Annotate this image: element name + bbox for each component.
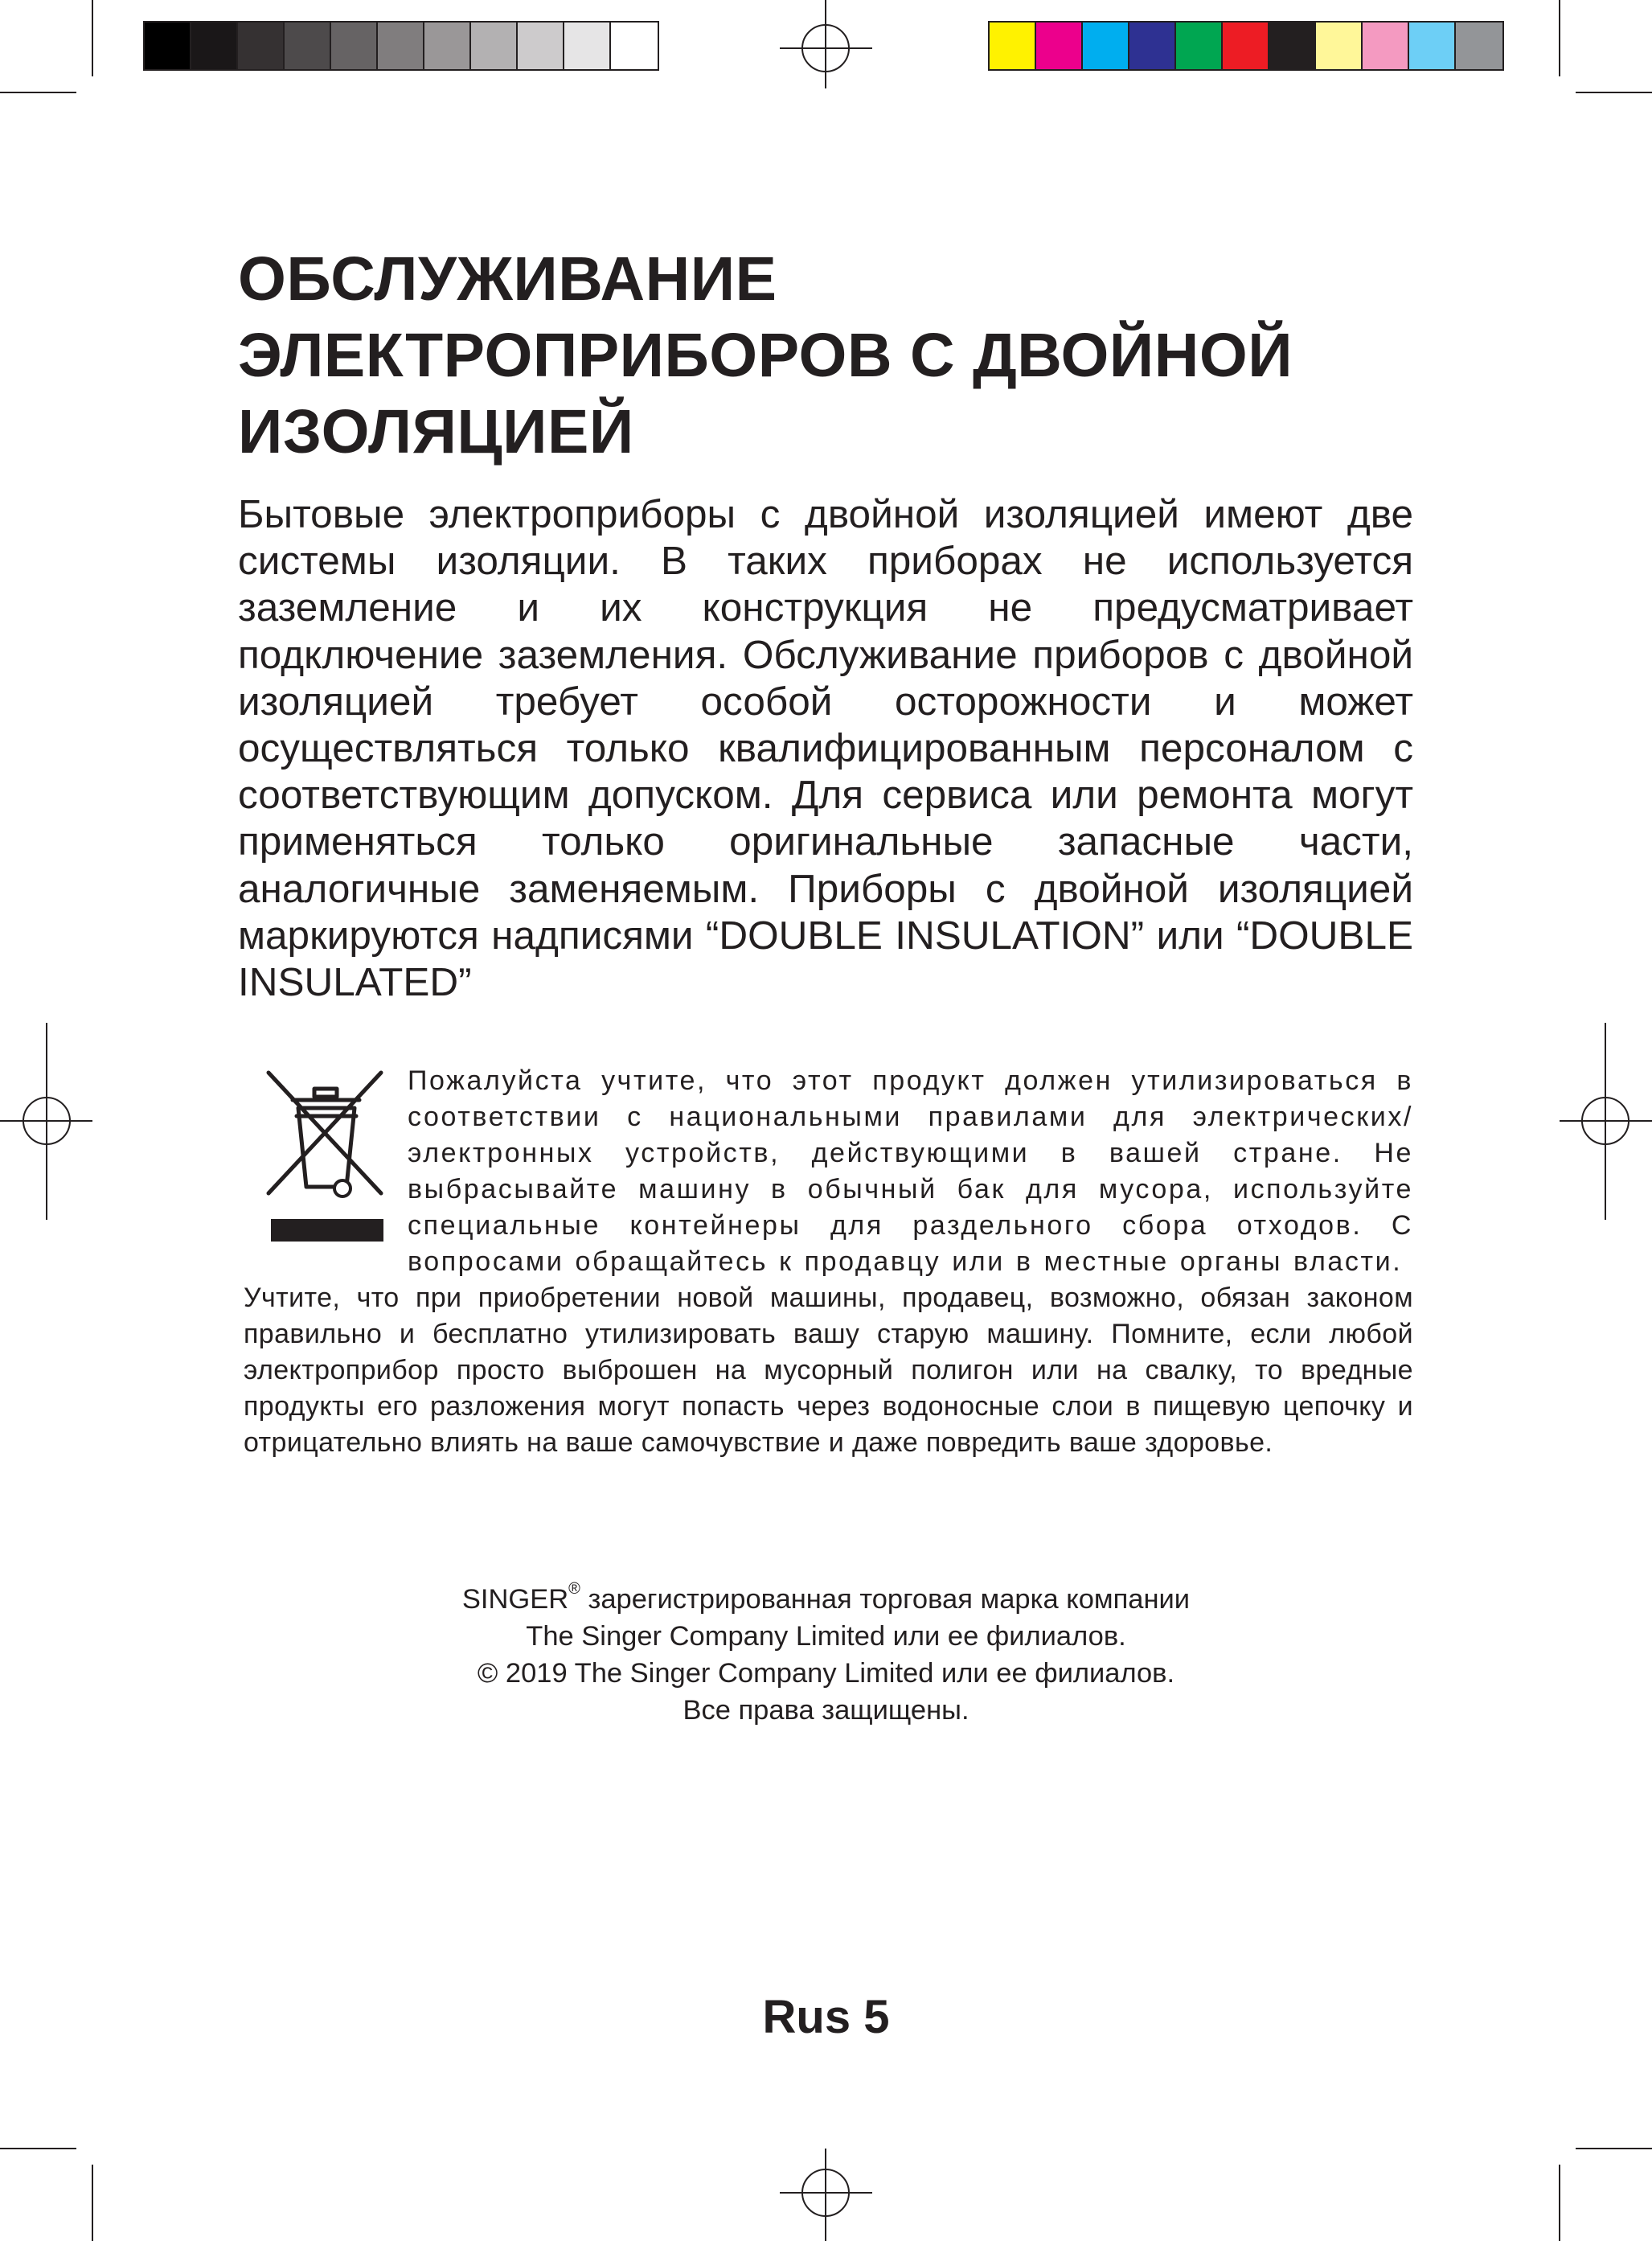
color-swatch bbox=[1269, 23, 1316, 69]
color-swatch bbox=[1176, 23, 1223, 69]
color-swatch bbox=[1363, 23, 1409, 69]
section-title bbox=[238, 241, 1428, 470]
footer-line-2: The Singer Company Limited или ее филиалов. bbox=[526, 1621, 1126, 1652]
page-number: Rus 5 bbox=[762, 1991, 890, 2043]
registered-mark: ® bbox=[568, 1580, 580, 1598]
disposal-paragraph-2: Учтите, что при приобретении новой машины, продавец, возможно, обязан законом правильно и бесплатно утилизировать вашу старую машину. Помните, если любой электроприбор просто выброшен на мусорный полигон или на свалку, то вредные продукты его разложения могут попасть через водоносные слои в пищевую цепочку и отрицательно влиять на ваше самочувствие и даже повредить ваше здоровье. bbox=[244, 1283, 1413, 1458]
title-line: ОБСЛУЖИВАНИЕ bbox=[238, 244, 777, 314]
crossed-out-wheelie-bin-icon bbox=[264, 1066, 393, 1246]
footer-line-3: © 2019 The Singer Company Limited или ее филиалов. bbox=[477, 1658, 1175, 1689]
color-swatch bbox=[1456, 23, 1502, 69]
color-swatch bbox=[285, 23, 331, 69]
color-swatch bbox=[518, 23, 564, 69]
color-swatch bbox=[1409, 23, 1456, 69]
color-swatch bbox=[990, 23, 1036, 69]
color-swatch bbox=[331, 23, 378, 69]
disposal-notice bbox=[244, 1063, 1413, 1461]
color-swatch bbox=[611, 23, 658, 69]
color-swatch bbox=[424, 23, 471, 69]
color-calibration-bar bbox=[988, 21, 1504, 71]
color-swatch bbox=[1083, 23, 1129, 69]
grayscale-calibration-bar bbox=[143, 21, 659, 71]
color-swatch bbox=[1223, 23, 1269, 69]
footer-line-1 bbox=[386, 1581, 1266, 1618]
copyright-footer bbox=[386, 1581, 1266, 1729]
footer-line-4: Все права защищены. bbox=[683, 1695, 969, 1726]
registration-mark-bottom bbox=[780, 2149, 872, 2241]
title-line: ИЗОЛЯЦИЕЙ bbox=[238, 397, 634, 466]
color-swatch bbox=[378, 23, 424, 69]
color-swatch bbox=[238, 23, 285, 69]
footer-line-1-text: зарегистрированная торговая марка компании bbox=[580, 1584, 1191, 1615]
color-swatch bbox=[1316, 23, 1363, 69]
color-swatch bbox=[471, 23, 518, 69]
registration-mark-right bbox=[1560, 1023, 1652, 1220]
registration-mark-top bbox=[780, 0, 872, 88]
intro-paragraph: Бытовые электроприборы с двойной изоляцией имеют две системы изоляции. В таких приборах не используется заземление и их конструкция не предусматривает подключение заземления. Обслуживание приборов с двойной изоляцией требует особой осторожности и может осуществляться только квалифицированным персоналом с соответствующим допуском. Для сервиса или ремонта могут применяться только оригинальные запасные части, аналогичные заменяемым. Приборы с двойной изоляцией маркируются надписями “DOUBLE INSULATION” или “DOUBLE INSULATED” bbox=[238, 492, 1413, 1005]
disposal-paragraph-1: Пожалуйста учтите, что этот продукт должен утилизироваться в соответствии с национальными правилами для электрических/ электронных устройств, действующими в вашей стране. Не выбрасывайте машину в обычный бак для мусора, используйте специальные контейнеры для раздельного сбора отходов. С вопросами обращайтесь к продавцу или в местные органы власти. bbox=[408, 1065, 1413, 1277]
color-swatch bbox=[191, 23, 238, 69]
color-swatch bbox=[1129, 23, 1176, 69]
title-line: ЭЛЕКТРОПРИБОРОВ С ДВОЙНОЙ bbox=[238, 321, 1293, 390]
color-swatch bbox=[145, 23, 191, 69]
color-swatch bbox=[564, 23, 611, 69]
registration-mark-left bbox=[0, 1023, 92, 1220]
color-swatch bbox=[1036, 23, 1083, 69]
brand-name: SINGER bbox=[461, 1584, 569, 1615]
